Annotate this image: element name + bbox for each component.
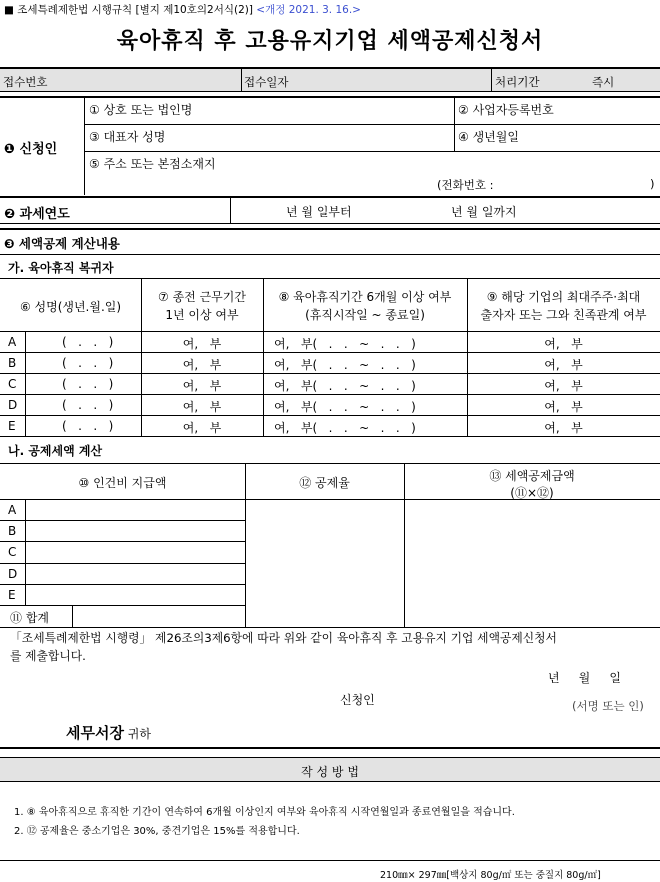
amendment-date: <개정 2021. 3. 16.> bbox=[256, 4, 361, 16]
row-id: B bbox=[8, 356, 17, 370]
tax-year-from[interactable]: 년 월 일부터 bbox=[286, 205, 352, 219]
b-row-b: B bbox=[8, 524, 17, 538]
relation-cell[interactable]: 여, 부 bbox=[544, 379, 583, 393]
sign-or-seal[interactable]: (서명 또는 인) bbox=[572, 699, 644, 713]
sub-a-title: 가. 육아휴직 복귀자 bbox=[8, 261, 114, 275]
instruction-item-1: 1. ⑧ 육아휴직으로 휴직한 기간이 연속하여 6개월 이상인지 여부와 육아휴직 시작연월일과 종료연월일을 적습니다. bbox=[14, 807, 515, 818]
row-id: E bbox=[8, 419, 16, 433]
birth-cell[interactable]: ( . . ) bbox=[62, 377, 114, 391]
relation-cell[interactable]: 여, 부 bbox=[544, 400, 583, 414]
col12-header: ⑫ 공제율 bbox=[299, 476, 350, 490]
relation-cell[interactable]: 여, 부 bbox=[544, 421, 583, 435]
col13-header-line2: (⑪×⑫) bbox=[510, 486, 554, 500]
paper-spec: 210㎜× 297㎜[백상지 80g/㎡ 또는 중질지 80g/㎡] bbox=[380, 870, 601, 881]
b-row-d: D bbox=[8, 567, 18, 581]
addressee-suffix: 귀하 bbox=[127, 727, 151, 741]
prior-cell[interactable]: 여, 부 bbox=[182, 379, 222, 393]
col7-header-line2: 1년 이상 여부 bbox=[165, 308, 239, 322]
leave-cell[interactable]: 여, 부( . . ~ . . ) bbox=[274, 379, 416, 393]
prior-cell[interactable]: 여, 부 bbox=[182, 358, 222, 372]
declaration-line2: 를 제출합니다. bbox=[10, 649, 86, 663]
addressee-main: 세무서장 bbox=[66, 724, 124, 742]
leave-cell[interactable]: 여, 부( . . ~ . . ) bbox=[274, 421, 416, 435]
addressee bbox=[66, 722, 151, 743]
row-id: A bbox=[8, 335, 17, 349]
col9-header-line2: 출자자 또는 그와 친족관계 여부 bbox=[480, 308, 647, 322]
sub-b-title: 나. 공제세액 계산 bbox=[8, 444, 103, 458]
form-header bbox=[4, 2, 361, 17]
receipt-date-label: 접수일자 bbox=[244, 75, 289, 89]
instructions-title: 작 성 방 법 bbox=[301, 765, 359, 779]
col6-header: ⑥ 성명(생년.월.일) bbox=[19, 300, 122, 314]
processing-period-label: 처리기간 bbox=[495, 75, 540, 89]
phone-label[interactable]: (전화번호 : bbox=[437, 178, 494, 192]
row-id: C bbox=[8, 377, 17, 391]
leave-cell[interactable]: 여, 부( . . ~ . . ) bbox=[274, 337, 416, 351]
leave-cell[interactable]: 여, 부( . . ~ . . ) bbox=[274, 358, 416, 372]
rule-reference: ■ 조세특례제한법 시행규칙 [별지 제10호의2서식(2)] bbox=[4, 4, 253, 16]
col10-header: ⑩ 인건비 지급액 bbox=[78, 476, 167, 490]
instruction-item-2: 2. ⑫ 공제율은 중소기업은 30%, 중견기업은 15%를 적용합니다. bbox=[14, 826, 300, 837]
col8-header-line2: (휴직시작일 ~ 종료일) bbox=[305, 308, 425, 322]
prior-cell[interactable]: 여, 부 bbox=[182, 337, 222, 351]
receipt-row-bg bbox=[0, 68, 660, 91]
applicant-sign-label: 신청인 bbox=[340, 693, 375, 707]
biz-number-field[interactable]: ② 사업자등록번호 bbox=[458, 103, 554, 117]
col7-header-line1: ⑦ 종전 근무기간 bbox=[158, 290, 246, 304]
tax-year-label: ❷ 과세연도 bbox=[4, 207, 70, 222]
birth-cell[interactable]: ( . . ) bbox=[62, 335, 114, 349]
relation-cell[interactable]: 여, 부 bbox=[544, 337, 583, 351]
col8-header-line1: ⑧ 육아휴직기간 6개월 이상 여부 bbox=[278, 290, 452, 304]
row-id: D bbox=[8, 398, 18, 412]
prior-cell[interactable]: 여, 부 bbox=[182, 400, 222, 414]
address-field[interactable]: ⑤ 주소 또는 본점소재지 bbox=[89, 157, 216, 171]
tax-year-to[interactable]: 년 월 일까지 bbox=[451, 205, 517, 219]
b-row-e: E bbox=[8, 588, 16, 602]
b-row-a: A bbox=[8, 503, 17, 517]
processing-period-value: 즉시 bbox=[592, 75, 615, 89]
birth-cell[interactable]: ( . . ) bbox=[62, 356, 114, 370]
declaration-date[interactable]: 년 월 일 bbox=[548, 671, 621, 685]
company-name-field[interactable]: ① 상호 또는 법인명 bbox=[89, 103, 193, 117]
relation-cell[interactable]: 여, 부 bbox=[544, 358, 583, 372]
birth-date-field[interactable]: ④ 생년월일 bbox=[458, 130, 519, 144]
form-title: 육아휴직 후 고용유지기업 세액공제신청서 bbox=[116, 29, 544, 54]
birth-cell[interactable]: ( . . ) bbox=[62, 398, 114, 412]
birth-cell[interactable]: ( . . ) bbox=[62, 419, 114, 433]
declaration-line1: 「조세특례제한법 시행령」 제26조의3제6항에 따라 위와 같이 육아휴직 후 고용유지 기업 세액공제신청서 bbox=[10, 631, 557, 645]
phone-close: ) bbox=[650, 177, 655, 191]
section3-title: ❸ 세액공제 계산내용 bbox=[4, 236, 120, 251]
representative-name-field[interactable]: ③ 대표자 성명 bbox=[89, 130, 166, 144]
col9-header-line1: ⑨ 해당 기업의 최대주주·최대 bbox=[486, 290, 641, 304]
prior-cell[interactable]: 여, 부 bbox=[182, 421, 222, 435]
col13-header-line1: ⑬ 세액공제금액 bbox=[489, 469, 575, 483]
total-label: ⑪ 합계 bbox=[10, 611, 49, 625]
applicant-section-label: ❶ 신청인 bbox=[4, 142, 58, 157]
leave-cell[interactable]: 여, 부( . . ~ . . ) bbox=[274, 400, 416, 414]
receipt-number-label: 접수번호 bbox=[3, 75, 48, 89]
b-row-c: C bbox=[8, 545, 17, 559]
